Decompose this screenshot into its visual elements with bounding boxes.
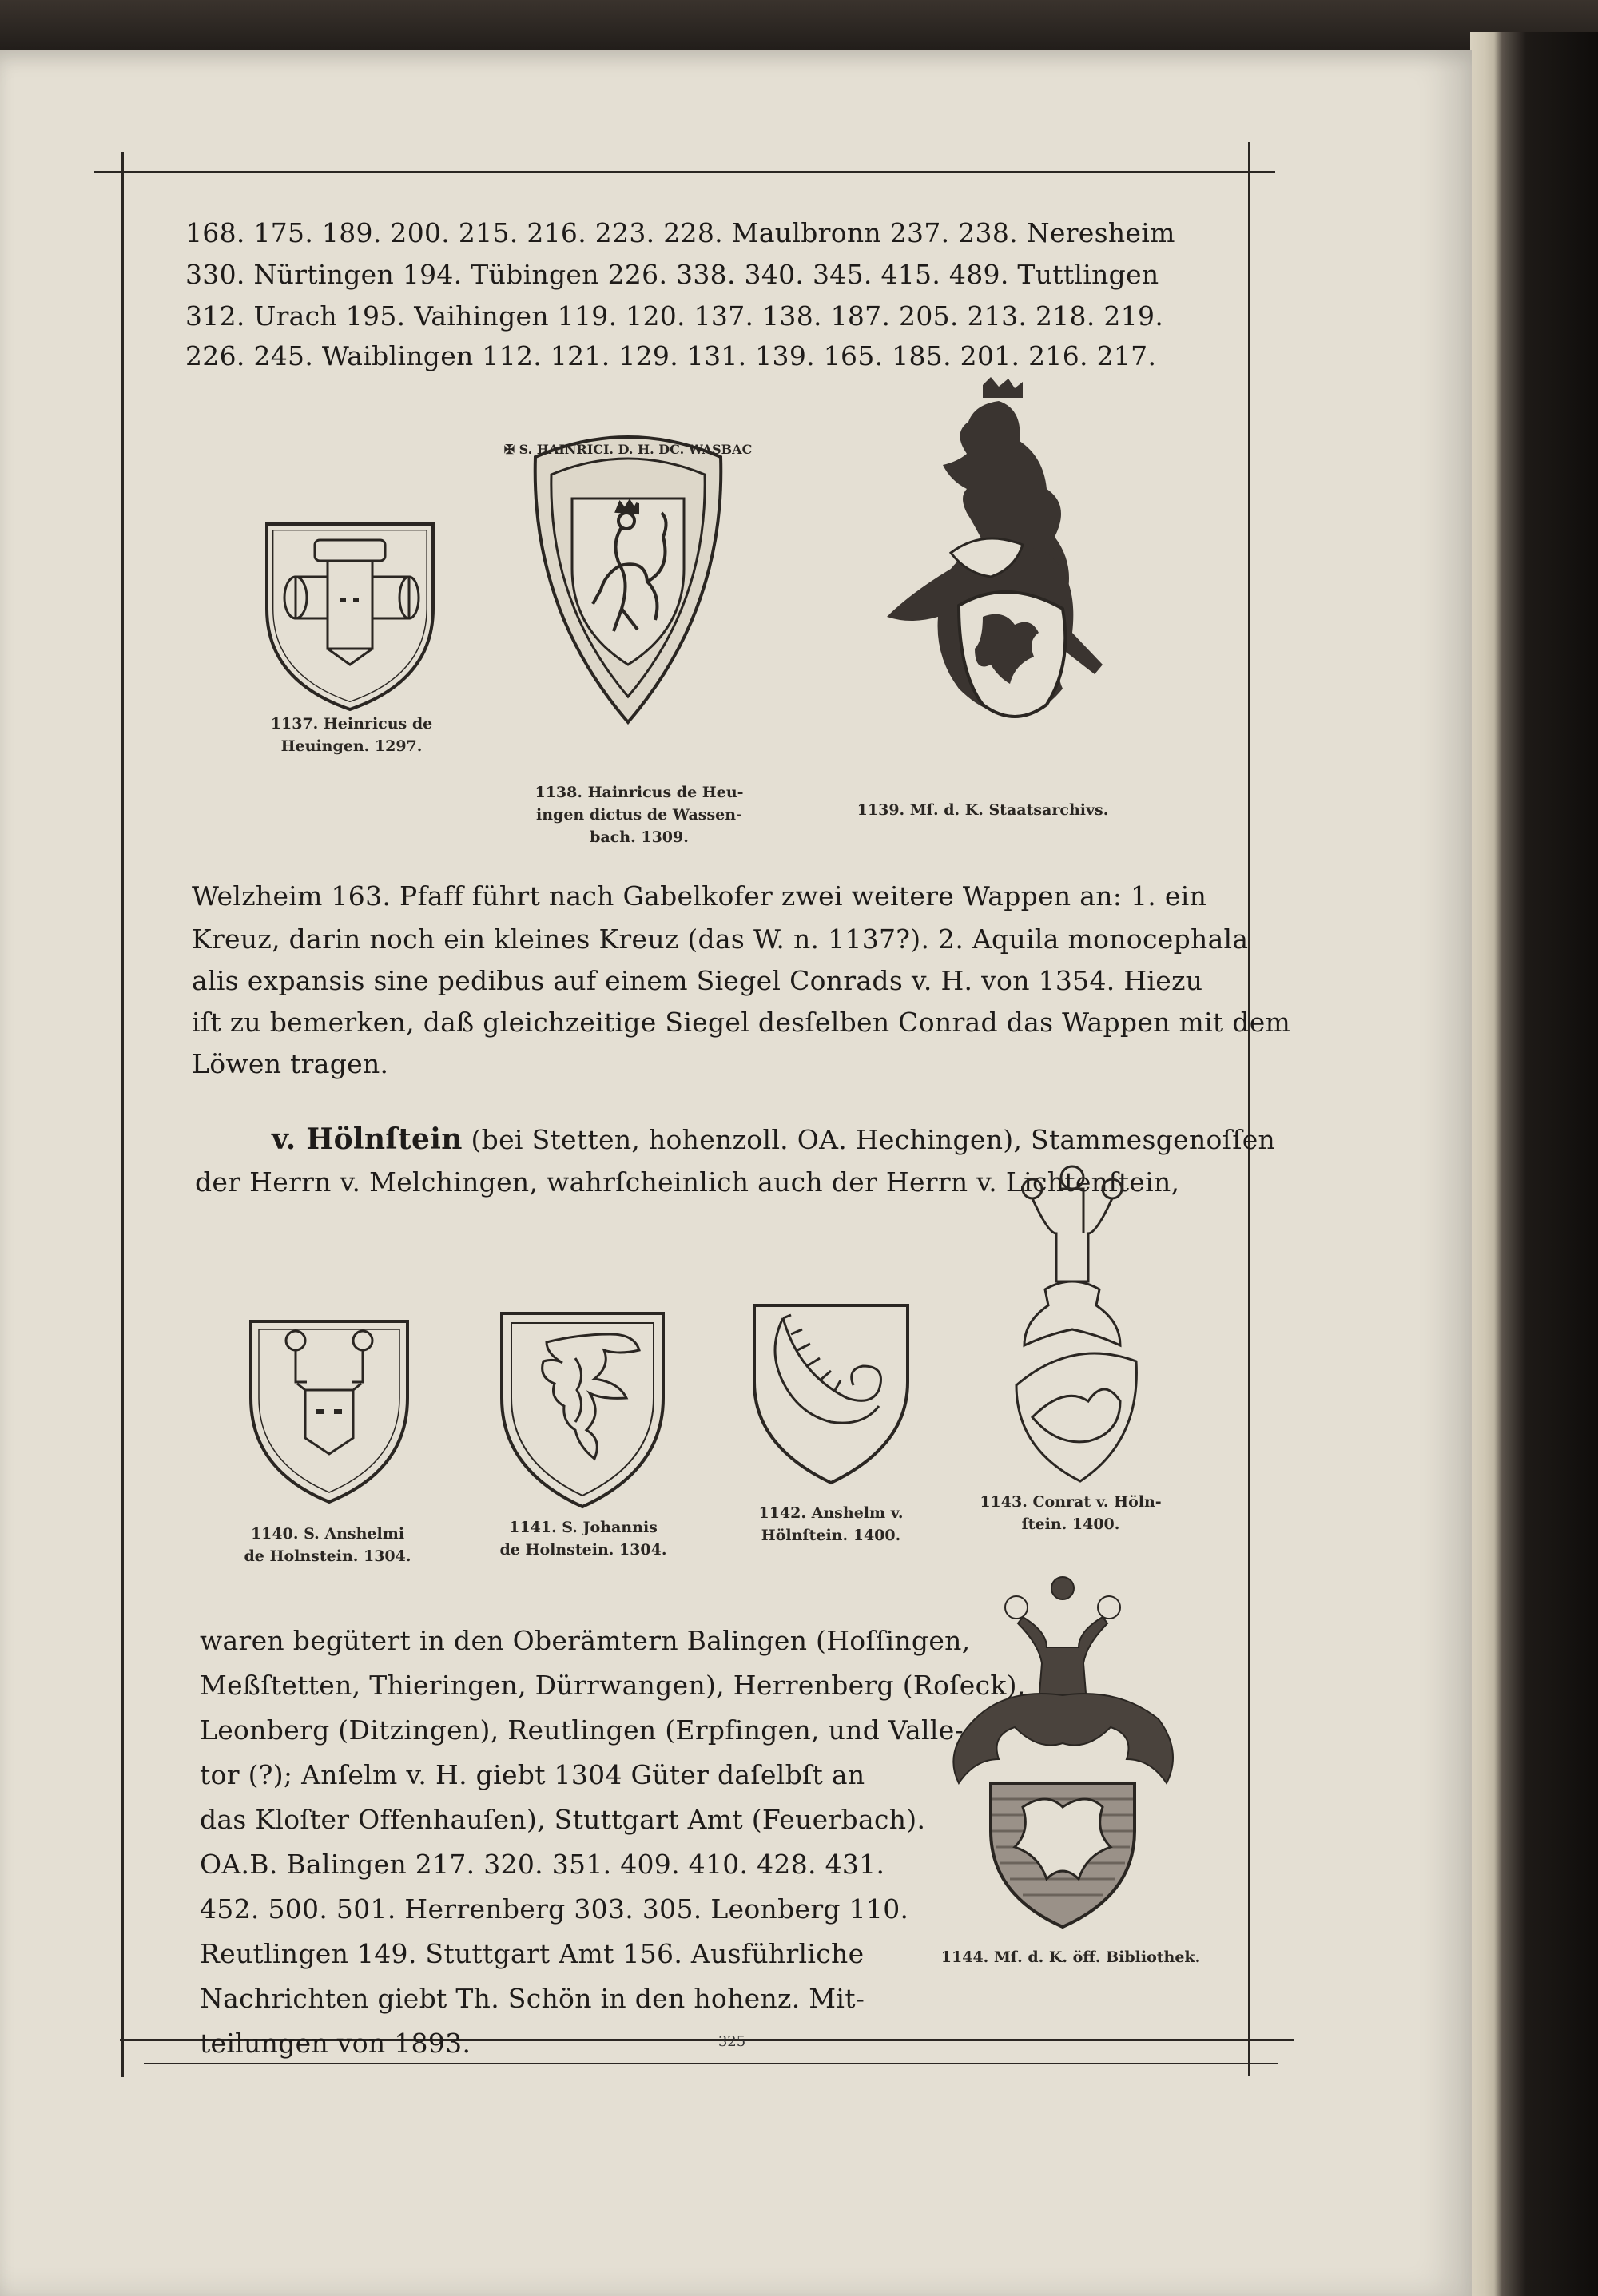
helmet-figure-crest-icon [1000,1162,1144,1529]
section-heading-rest: (bei Stetten, hohenzoll. OA. Hechingen), Stammesgenoſſen [462,1124,1276,1155]
section-heading-line-2: der Herrn v. Melchingen, wahrſcheinlich auch der Herrn v. Lichtenſtein, [195,1166,1180,1198]
figure-1140-caption [224,1523,431,1567]
top-text-line: 330. Nürtingen 194. Tübingen 226. 338. 340. 345. 415. 489. Tuttlingen [185,259,1159,290]
shield-with-hammer-icon [264,521,436,713]
middle-text-line: Welzheim 163. Pfaff führt nach Gabelkofer zwei weitere Wappen an: 1. ein [192,880,1207,912]
top-text-line: 226. 245. Waiblingen 112. 121. 129. 131. 139. 165. 185. 201. 216. 217. [185,340,1157,371]
seal-with-lion-icon [503,425,753,729]
caption-line: 1137. Heinricus de [270,715,433,733]
frame-top-rule [94,171,1275,173]
middle-text-line: Kreuz, darin noch ein kleines Kreuz (das W. n. 1137?). 2. Aquila monocephala [192,924,1249,955]
bottom-text-line: teilungen von 1893. [200,2028,471,2059]
middle-text-line: iſt zu bemerken, daß gleichzeitige Siegel desſelben Conrad das Wappen mit dem [192,1007,1291,1038]
shield-wing-icon [499,1310,666,1510]
bottom-text-line: das Kloſter Offenhauſen), Stuttgart Amt (Feuerbach). [200,1804,926,1835]
book-page-edges [1470,32,1598,2296]
frame-left-rule [121,152,124,2077]
bottom-text-line: Nachrichten giebt Th. Schön in den hohenz. Mit- [200,1983,865,2014]
figure-1139-caption: 1139. Mſ. d. K. Staatsarchivs. [857,801,1109,819]
bottom-text-line: waren begütert in den Oberämtern Balingen (Hoſſingen, [200,1625,971,1656]
figure-1137-caption [240,713,463,757]
caption-line: 1142. Anshelm v. [758,1504,904,1522]
bottom-text-line: Reutlingen 149. Stuttgart Amt 156. Ausführliche [200,1938,865,1969]
bottom-text-line: OA.B. Balingen 217. 320. 351. 409. 410. 428. 431. [200,1849,885,1880]
figure-1141-caption [479,1516,687,1561]
top-text-line: 312. Urach 195. Vaihingen 119. 120. 137. 138. 187. 205. 213. 218. 219. [185,300,1164,332]
seal-legend: ✠ S. HAINRICI. D. H. DC. WASBAC [503,442,753,457]
frame-right-rule [1248,142,1250,2076]
bottom-text-line: tor (?); Anſelm v. H. giebt 1304 Güter daſelbſt an [200,1759,865,1790]
caption-line: de Holnstein. 1304. [499,1541,667,1559]
page-number: 325 [718,2033,746,2050]
figure-1144-caption: 1144. Mſ. d. K. öff. Bibliothek. [940,1948,1201,1966]
caption-line: de Holnstein. 1304. [244,1547,411,1565]
shield-mask-icon [248,1318,411,1505]
caption-line: 1141. S. Johannis [509,1519,658,1536]
bottom-text-line: Meßſtetten, Thieringen, Dürrwangen), Herrenberg (Roſeck), [200,1670,1026,1701]
book-page [0,50,1472,2296]
caption-line: Hölnſtein. 1400. [761,1527,901,1544]
caption-line: 1143. Conrat v. Höln- [980,1493,1162,1511]
top-text-line: 168. 175. 189. 200. 215. 216. 223. 228. Maulbronn 237. 238. Neresheim [185,217,1175,248]
caption-line: 1138. Hainricus de Heu- [535,784,744,801]
middle-text-line: alis expansis sine pedibus auf einem Siegel Conrads v. H. von 1354. Hiezu [192,965,1203,996]
middle-text-line: Löwen tragen. [192,1048,389,1079]
figure-1142-caption [727,1502,935,1547]
helmet-lion-crest-icon [863,377,1119,792]
caption-line: 1140. S. Anshelmi [250,1525,405,1543]
figure-1138-caption [519,781,759,848]
book-cover-top [0,0,1598,56]
section-name: v. Hölnſtein [272,1122,463,1156]
bottom-text-line: 452. 500. 501. Herrenberg 303. 305. Leonberg 110. [200,1893,909,1925]
caption-line: bach. 1309. [590,828,689,846]
section-heading-line [272,1118,1275,1161]
caption-line: ingen dictus de Wassen- [536,806,742,824]
caption-line: ſtein. 1400. [1021,1515,1120,1533]
caption-line: Heuingen. 1297. [280,737,423,755]
full-achievement-arms-icon [927,1567,1198,1935]
bottom-text-line: Leonberg (Ditzingen), Reutlingen (Erpfingen, und Valle- [200,1714,964,1746]
shield-fan-wing-icon [751,1302,911,1486]
figure-1143-caption [975,1491,1167,1535]
